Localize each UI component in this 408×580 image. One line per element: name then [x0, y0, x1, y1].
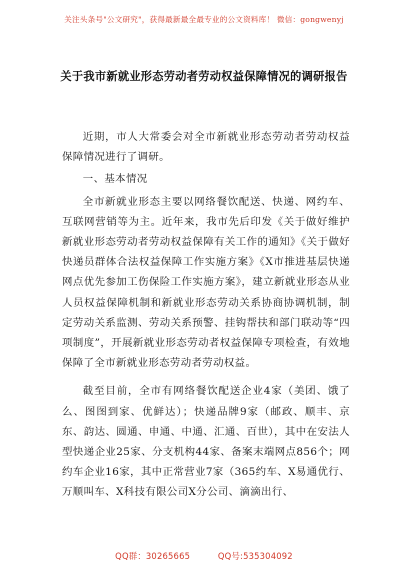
- intro-paragraph: 近期，市人大常委会对全市新就业形态劳动者劳动权益保障情况进行了调研。: [62, 131, 350, 164]
- header-note: 关注头条号"公文研究"，获得最新最全最专业的公文资料库！ 微信：gongwenyj: [64, 15, 344, 24]
- footer-qq-number: QQ号:535304092: [217, 551, 293, 561]
- document-title: 关于我市新就业形态劳动者劳动权益保障情况的调研报告: [60, 70, 348, 83]
- footer-qq-group: QQ群：30265665: [115, 551, 191, 561]
- section-heading: 一、基本情况: [82, 173, 148, 186]
- document-body: [62, 127, 350, 503]
- footer-contact: [0, 550, 408, 562]
- body-paragraph: 全市新就业形态主要以网络餐饮配送、快递、网约车、互联网营销等为主。近年来，我市先后印发《关于做好维护新就业形态劳动者劳动权益保障有关工作的通知》《关于做好快递员群体合法权益保障工作实施方案》《X市推进基层快递网点优先参加工伤保险工作实施方案》，建立新就业形态从业人员权益保障机制和新就业形态劳动关系协商协调机制，制定劳动关系监测、劳动关系预警、挂钩帮扶和部门联动等“四项制度”，开展新就业形态劳动者权益保障专项检查，有效地保障了全市新就业形态劳动者劳动权益。: [62, 195, 350, 370]
- body-paragraph: 截至目前，全市有网络餐饮配送企业4家（美团、饿了么、图图到家、优鲜达）；快递品牌9家（邮政、顺丰、京东、韵达、圆通、申通、中通、汇通、百世），其中在安法人型快递企业25家、分支机构44家、备案末端网点856个；网约车企业16家，其中正常营业7家（365约车、X易通优行、万顺叫车、X科技有限公司X分公司、滴滴出行、: [62, 385, 350, 499]
